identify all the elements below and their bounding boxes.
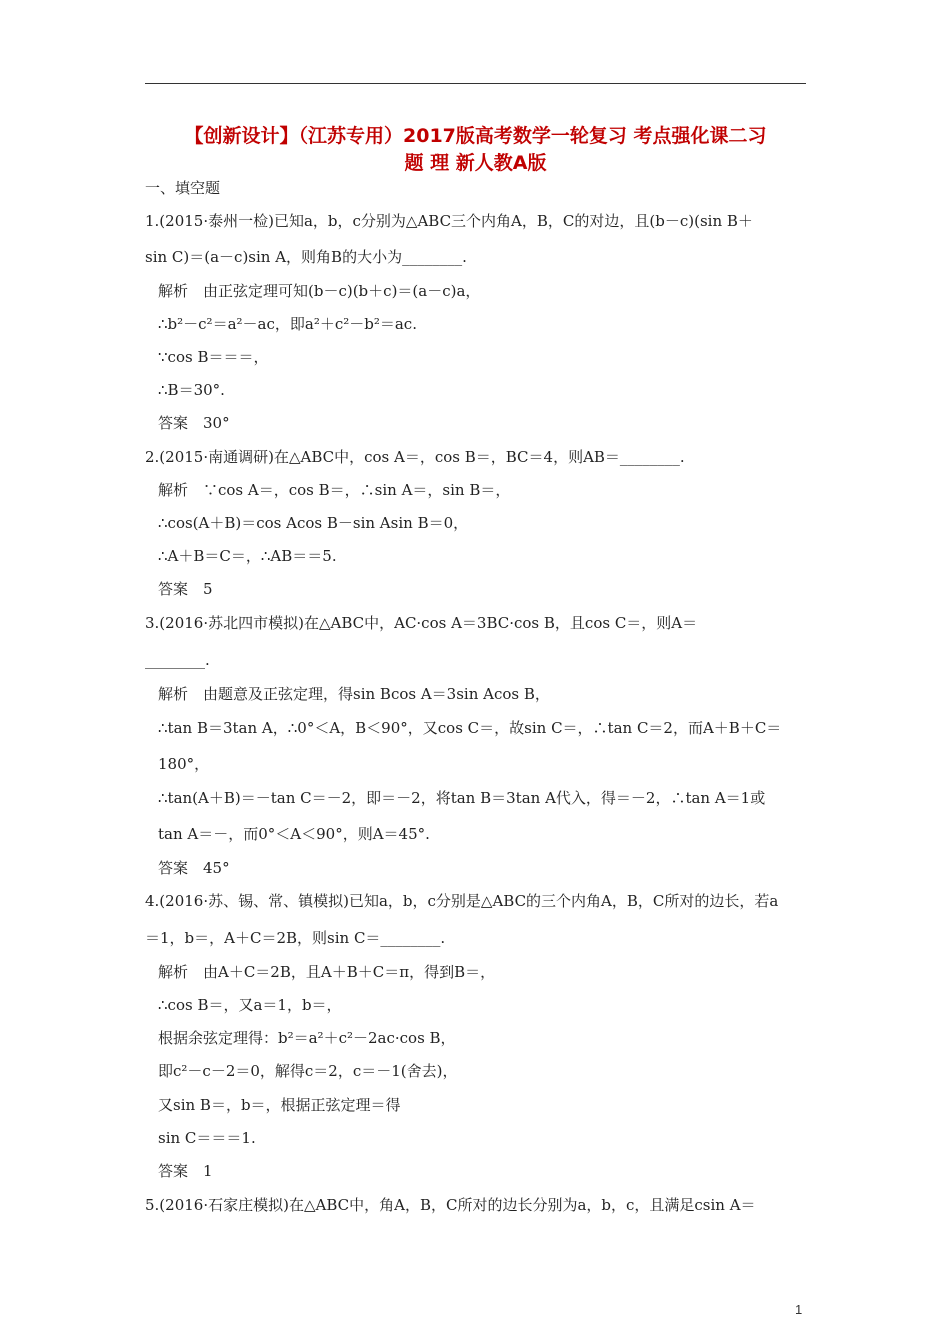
q3-analysis-4: ∴tan(A＋B)＝－tan C＝－2，即＝－2，将tan B＝3tan A代入，得＝－2，∴tan A＝1或	[158, 789, 766, 807]
q4-line-2: ＝1，b＝，A＋C＝2B，则sin C＝________.	[145, 929, 446, 947]
q2-analysis-1: 解析 ∵cos A＝，cos B＝，∴sin A＝，sin B＝，	[158, 481, 511, 499]
q3-answer: 答案 45°	[158, 859, 230, 877]
q1-answer: 答案 30°	[158, 414, 230, 432]
q3-line-1: 3.(2016·苏北四市模拟)在△ABC中，AC·cos A＝3BC·cos B，且cos C＝，则A＝	[145, 614, 698, 632]
q2-analysis-3: ∴A＋B＝C＝，∴AB＝＝5.	[158, 547, 337, 565]
q1-analysis-4: ∴B＝30°.	[158, 381, 225, 399]
document-title-line-1: 【创新设计】（江苏专用）2017版高考数学一轮复习 考点强化课二习	[184, 125, 767, 147]
q4-line-1: 4.(2016·苏、锡、常、镇模拟)已知a，b，c分别是△ABC的三个内角A，B，C所对的边长，若a	[145, 892, 779, 910]
q3-line-2: ________.	[145, 651, 210, 669]
q4-analysis-5: 又sin B＝，b＝，根据正弦定理＝得	[158, 1096, 401, 1114]
q1-line-2: sin C)＝(a－c)sin A，则角B的大小为________.	[145, 248, 467, 266]
q4-analysis-1: 解析 由A＋C＝2B，且A＋B＋C＝π，得到B＝，	[158, 963, 496, 981]
section-heading: 一、填空题	[145, 179, 221, 197]
q2-analysis-2: ∴cos(A＋B)＝cos Acos B－sin Asin B＝0，	[158, 514, 469, 532]
q1-analysis-3: ∵cos B＝＝＝，	[158, 348, 269, 366]
q4-analysis-4: 即c²－c－2＝0，解得c＝2，c＝－1(舍去)，	[158, 1062, 458, 1080]
q4-answer: 答案 1	[158, 1162, 213, 1180]
q1-analysis-2: ∴b²－c²＝a²－ac，即a²＋c²－b²＝ac.	[158, 315, 417, 333]
q2-line-1: 2.(2015·南通调研)在△ABC中，cos A＝，cos B＝，BC＝4，则AB＝________.	[145, 448, 685, 466]
q5-line-1: 5.(2016·石家庄模拟)在△ABC中，角A，B，C所对的边长分别为a，b，c，且满足csin A＝	[145, 1196, 756, 1214]
header-rule	[145, 83, 806, 84]
q2-answer: 答案 5	[158, 580, 213, 598]
q1-line-1: 1.(2015·泰州一检)已知a，b，c分别为△ABC三个内角A，B，C的对边，且(b－c)(sin B＋	[145, 212, 753, 230]
page-number: 1	[795, 1302, 803, 1317]
q1-analysis-1: 解析 由正弦定理可知(b－c)(b＋c)＝(a－c)a，	[158, 282, 481, 300]
q4-analysis-2: ∴cos B＝，又a＝1，b＝，	[158, 996, 342, 1014]
q3-analysis-2: ∴tan B＝3tan A，∴0°＜A，B＜90°，又cos C＝，故sin C＝，∴tan C＝2，而A＋B＋C＝	[158, 719, 782, 737]
q3-analysis-1: 解析 由题意及正弦定理，得sin Bcos A＝3sin Acos B，	[158, 685, 550, 703]
q4-analysis-6: sin C＝＝＝1.	[158, 1129, 256, 1147]
q3-analysis-3: 180°，	[158, 755, 210, 773]
q4-analysis-3: 根据余弦定理得：b²＝a²＋c²－2ac·cos B，	[158, 1029, 456, 1047]
document-title-line-2: 题 理 新人教A版	[404, 152, 547, 174]
q3-analysis-5: tan A＝－，而0°＜A＜90°，则A＝45°.	[158, 825, 430, 843]
